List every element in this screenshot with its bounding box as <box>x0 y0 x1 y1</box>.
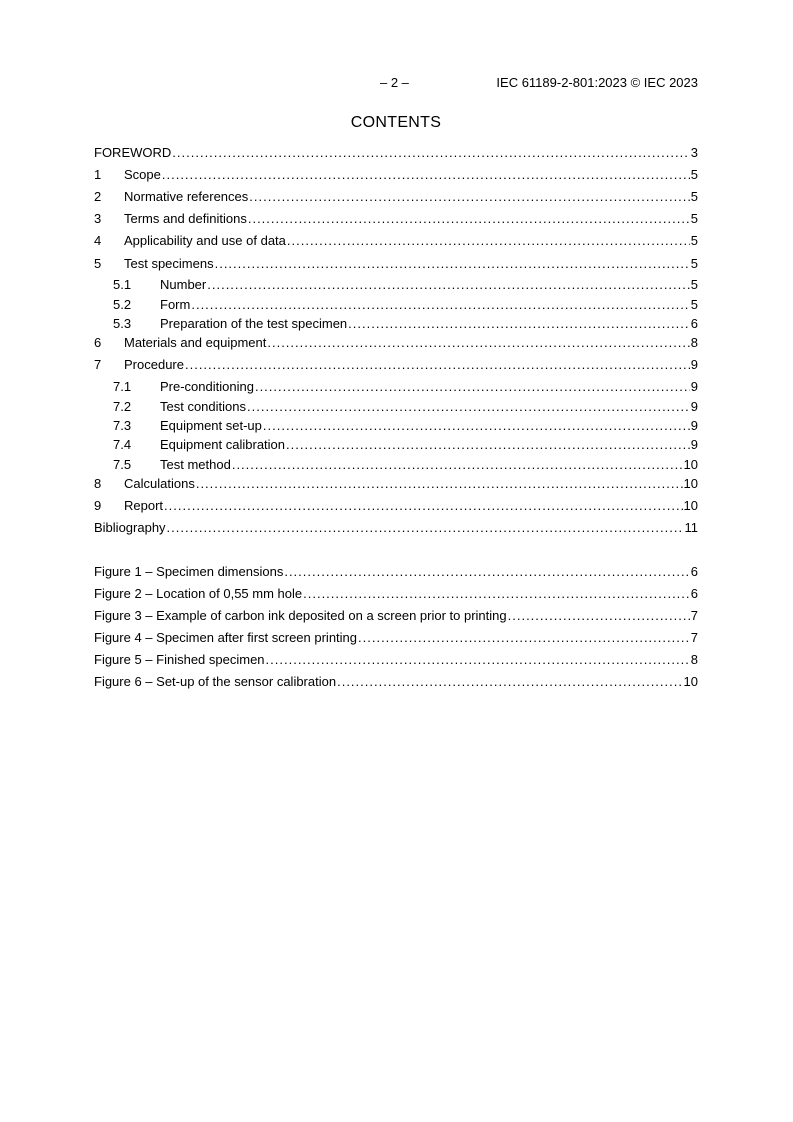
figure-list-entry-page: 8 <box>690 652 698 667</box>
figure-list-entry[interactable] <box>94 563 698 581</box>
toc-entry[interactable] <box>94 334 698 352</box>
toc-entry-number: 5.3 <box>113 316 132 331</box>
toc-entry[interactable] <box>94 378 698 396</box>
figure-list-entry[interactable] <box>94 585 698 603</box>
toc-entry[interactable] <box>94 436 698 454</box>
toc-entry-label: Materials and equipment <box>124 335 267 350</box>
toc-entry-label: Calculations <box>124 476 195 491</box>
toc-entry-label: Equipment set-up <box>160 418 262 433</box>
leader-dots <box>337 673 682 691</box>
leader-dots <box>191 296 689 314</box>
toc-entry-label: Test conditions <box>160 399 246 414</box>
figure-list-entry-label: Figure 3 – Example of carbon ink deposited on a screen prior to printing <box>94 608 507 623</box>
toc-entry[interactable] <box>94 519 698 537</box>
leader-dots <box>508 607 690 625</box>
leader-dots <box>164 497 683 515</box>
toc-entry-number: 7.2 <box>113 399 132 414</box>
toc-entry-number: 3 <box>94 211 102 226</box>
figure-list-entry-label: Figure 5 – Finished specimen <box>94 652 265 667</box>
leader-dots <box>255 378 690 396</box>
toc-entry-page: 5 <box>690 167 698 182</box>
toc-entry-page: 11 <box>684 520 698 535</box>
leader-dots <box>167 519 684 537</box>
toc-entry-number: 5.2 <box>113 297 132 312</box>
document-id: IEC 61189-2-801:2023 © IEC 2023 <box>496 75 698 90</box>
leader-dots <box>249 188 689 206</box>
toc-entry-number: 1 <box>94 167 102 182</box>
leader-dots <box>247 398 690 416</box>
toc-entry-label: Terms and definitions <box>124 211 247 226</box>
toc-entry-label: Equipment calibration <box>160 437 286 452</box>
toc-entry-label: Pre-conditioning <box>160 379 254 394</box>
leader-dots <box>348 315 690 333</box>
figure-list-entry-page: 7 <box>690 630 698 645</box>
figure-list-entry-page: 6 <box>690 586 698 601</box>
toc-entry-page: 9 <box>690 399 698 414</box>
toc-entry-label: Applicability and use of data <box>124 233 286 248</box>
toc-entry[interactable] <box>94 417 698 435</box>
toc-entry-label: Bibliography <box>94 520 166 535</box>
toc-entry-number: 7.3 <box>113 418 132 433</box>
toc-entry[interactable] <box>94 456 698 474</box>
toc-entry-label: Test specimens <box>124 256 214 271</box>
page-title: CONTENTS <box>350 114 442 131</box>
toc-entry-label: Test method <box>160 457 231 472</box>
figure-list-entry-page: 6 <box>690 564 698 579</box>
leader-dots <box>263 417 690 435</box>
toc-entry-number: 7.1 <box>113 379 132 394</box>
figure-list-entry[interactable] <box>94 673 698 691</box>
toc-entry-label: FOREWORD <box>94 145 172 160</box>
page-header <box>94 75 698 93</box>
toc-entry-page: 5 <box>690 211 698 226</box>
toc-entry-page: 10 <box>683 476 698 491</box>
figure-list-entry-label: Figure 2 – Location of 0,55 mm hole <box>94 586 303 601</box>
toc-entry-page: 6 <box>690 316 698 331</box>
figure-list-entry-label: Figure 1 – Specimen dimensions <box>94 564 284 579</box>
toc-entry-label: Report <box>124 498 164 513</box>
leader-dots <box>287 232 690 250</box>
leader-dots <box>215 255 690 273</box>
toc-entry-page: 9 <box>690 357 698 372</box>
toc-entry-number: 7 <box>94 357 102 372</box>
figure-list-entry[interactable] <box>94 629 698 647</box>
figure-list-entry-label: Figure 4 – Specimen after first screen printing <box>94 630 358 645</box>
figure-list-entry-label: Figure 6 – Set-up of the sensor calibration <box>94 674 337 689</box>
figure-list-entry-page: 7 <box>690 608 698 623</box>
toc-entry[interactable] <box>94 188 698 206</box>
figure-list-entry[interactable] <box>94 607 698 625</box>
toc-entry-label: Scope <box>124 167 161 182</box>
toc-entry[interactable] <box>94 497 698 515</box>
toc-entry[interactable] <box>94 356 698 374</box>
page-number: – 2 – <box>380 75 409 90</box>
figure-list-entry-page: 10 <box>683 674 698 689</box>
toc-entry[interactable] <box>94 276 698 294</box>
toc-entry-number: 9 <box>94 498 102 513</box>
toc-entry-number: 8 <box>94 476 102 491</box>
toc-entry[interactable] <box>94 232 698 250</box>
toc-entry-page: 5 <box>690 256 698 271</box>
toc-entry-page: 10 <box>683 498 698 513</box>
toc-entry-page: 5 <box>690 297 698 312</box>
toc-entry-page: 9 <box>690 379 698 394</box>
toc-entry-label: Normative references <box>124 189 249 204</box>
leader-dots <box>267 334 689 352</box>
toc-entry[interactable] <box>94 166 698 184</box>
leader-dots <box>232 456 683 474</box>
toc-entry[interactable] <box>94 255 698 273</box>
leader-dots <box>185 356 690 374</box>
toc-entry-label: Preparation of the test specimen <box>160 316 348 331</box>
leader-dots <box>266 651 690 669</box>
toc-entry-label: Number <box>160 277 207 292</box>
toc-entry-page: 3 <box>690 145 698 160</box>
leader-dots <box>196 475 683 493</box>
toc-entry-number: 5 <box>94 256 102 271</box>
figure-list-entry[interactable] <box>94 651 698 669</box>
toc-entry-number: 7.5 <box>113 457 132 472</box>
toc-entry-page: 5 <box>690 233 698 248</box>
toc-entry[interactable] <box>94 210 698 228</box>
leader-dots <box>303 585 690 603</box>
leader-dots <box>284 563 689 581</box>
toc-entry-page: 9 <box>690 418 698 433</box>
toc-entry-page: 5 <box>690 277 698 292</box>
leader-dots <box>162 166 690 184</box>
toc-entry[interactable] <box>94 296 698 314</box>
toc-entry-number: 5.1 <box>113 277 132 292</box>
toc-entry[interactable] <box>94 144 698 162</box>
leader-dots <box>207 276 690 294</box>
toc-entry-page: 8 <box>690 335 698 350</box>
toc-entry[interactable] <box>94 315 698 333</box>
toc-entry-number: 4 <box>94 233 102 248</box>
toc-entry-page: 9 <box>690 437 698 452</box>
toc-entry-label: Form <box>160 297 191 312</box>
toc-entry-number: 2 <box>94 189 102 204</box>
leader-dots <box>248 210 690 228</box>
toc-entry-page: 10 <box>683 457 698 472</box>
leader-dots <box>286 436 690 454</box>
toc-entry-number: 7.4 <box>113 437 132 452</box>
toc-entry[interactable] <box>94 475 698 493</box>
toc-entry[interactable] <box>94 398 698 416</box>
toc-entry-page: 5 <box>690 189 698 204</box>
toc-entry-number: 6 <box>94 335 102 350</box>
leader-dots <box>172 144 689 162</box>
toc-entry-label: Procedure <box>124 357 184 372</box>
leader-dots <box>358 629 690 647</box>
